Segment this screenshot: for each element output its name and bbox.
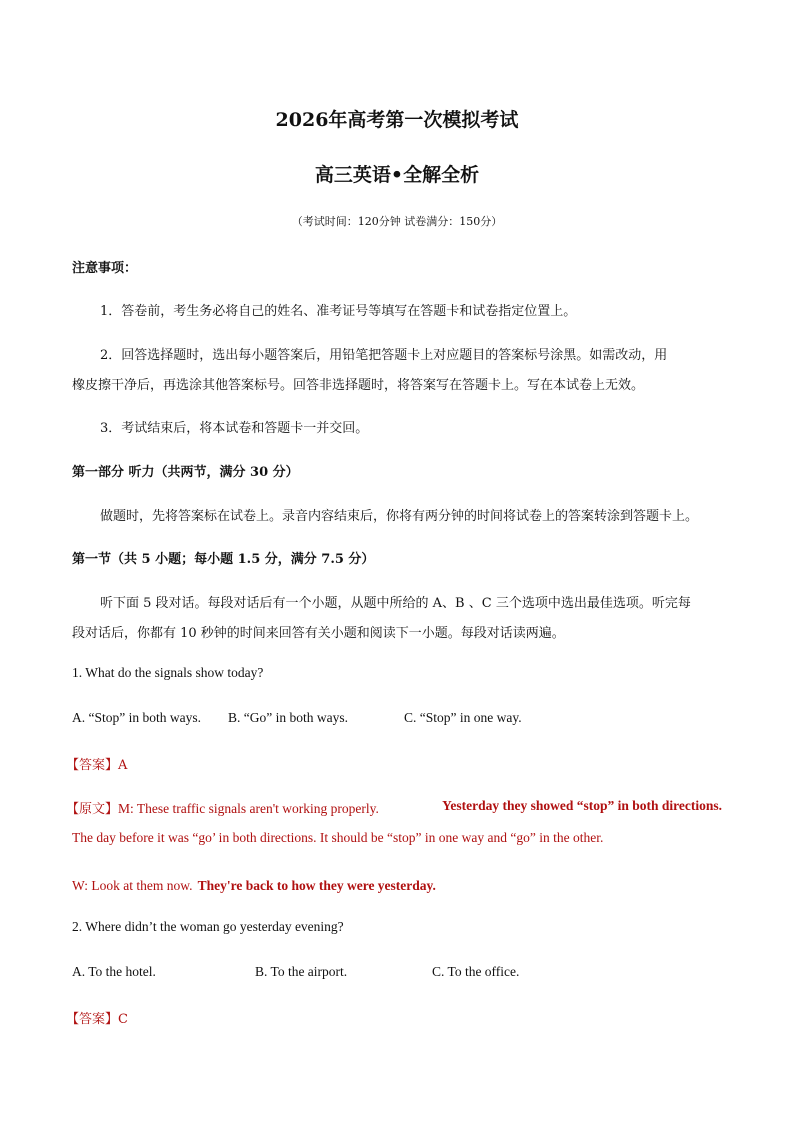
section1-instruction-line-2: 段对话后，你都有 10 秒钟的时间来回答有关小题和阅读下一小题。每段对话读两遍。 xyxy=(72,626,565,641)
section1-heading: 第一节（共 5 小题；每小题 1.5 分，满分 7.5 分） xyxy=(72,552,375,567)
q2-question: 2. Where didn’t the woman go yesterday evening? xyxy=(72,919,344,934)
q2-option-b: B. To the airport. xyxy=(255,964,348,979)
exam-title: 2026年高考第一次模拟考试 xyxy=(275,109,519,131)
part1-heading: 第一部分 听力（共两节，满分 30 分） xyxy=(72,465,299,480)
q1-answer: 【答案】A xyxy=(66,758,128,773)
notice-item-2-line-1: 2．回答选择题时，选出每小题答案后，用铅笔把答题卡上对应题目的答案标号涂黑。如需改动，用 xyxy=(100,348,668,363)
q1-option-c: C. “Stop” in one way. xyxy=(404,710,522,725)
q2-option-a: A. To the hotel. xyxy=(72,964,156,979)
section1-instruction-line-1: 听下面 5 段对话。每段对话后有一个小题，从题中所给的 A、B 、C 三个选项中选出最佳选项。听完每 xyxy=(100,596,691,611)
q1-script-m-bold: Yesterday they showed “stop” in both directions. xyxy=(442,798,722,813)
exam-subtitle: 高三英语•全解全析 xyxy=(314,164,480,186)
notice-item-2-line-2: 橡皮擦干净后，再选涂其他答案标号。回答非选择题时，将答案写在答题卡上。写在本试卷上无效。 xyxy=(72,378,645,393)
q1-script-m-text: M: These traffic signals aren't working properly. xyxy=(118,801,379,816)
notice-item-1: 1．答卷前，考生务必将自己的姓名、准考证号等填写在答题卡和试卷指定位置上。 xyxy=(100,304,577,319)
q1-script-line-2: The day before it was “go’ in both directions. It should be “stop” in one way and “go” in the other. xyxy=(72,830,604,845)
q1-option-b: B. “Go” in both ways. xyxy=(228,710,348,725)
part1-instruction: 做题时，先将答案标在试卷上。录音内容结束后，你将有两分钟的时间将试卷上的答案转涂到答题卡上。 xyxy=(100,509,699,524)
q2-option-c: C. To the office. xyxy=(432,964,520,979)
q2-answer: 【答案】C xyxy=(66,1012,128,1027)
q1-script-label: 【原文】 xyxy=(66,801,119,816)
q1-script-w-plain: W: Look at them now. xyxy=(72,878,193,893)
q1-option-a: A. “Stop” in both ways. xyxy=(72,710,201,725)
notice-heading: 注意事项： xyxy=(72,261,138,276)
q1-script-m-plain xyxy=(66,798,379,817)
q1-script-w-bold: They're back to how they were yesterday. xyxy=(197,878,436,893)
notice-item-3: 3．考试结束后，将本试卷和答题卡一并交回。 xyxy=(100,421,369,436)
q1-script-line-3 xyxy=(72,875,436,894)
exam-info: （考试时间：120分钟 试卷满分：150分） xyxy=(291,215,503,228)
q1-script-line-1 xyxy=(66,798,722,817)
q1-question: 1. What do the signals show today? xyxy=(72,665,264,680)
